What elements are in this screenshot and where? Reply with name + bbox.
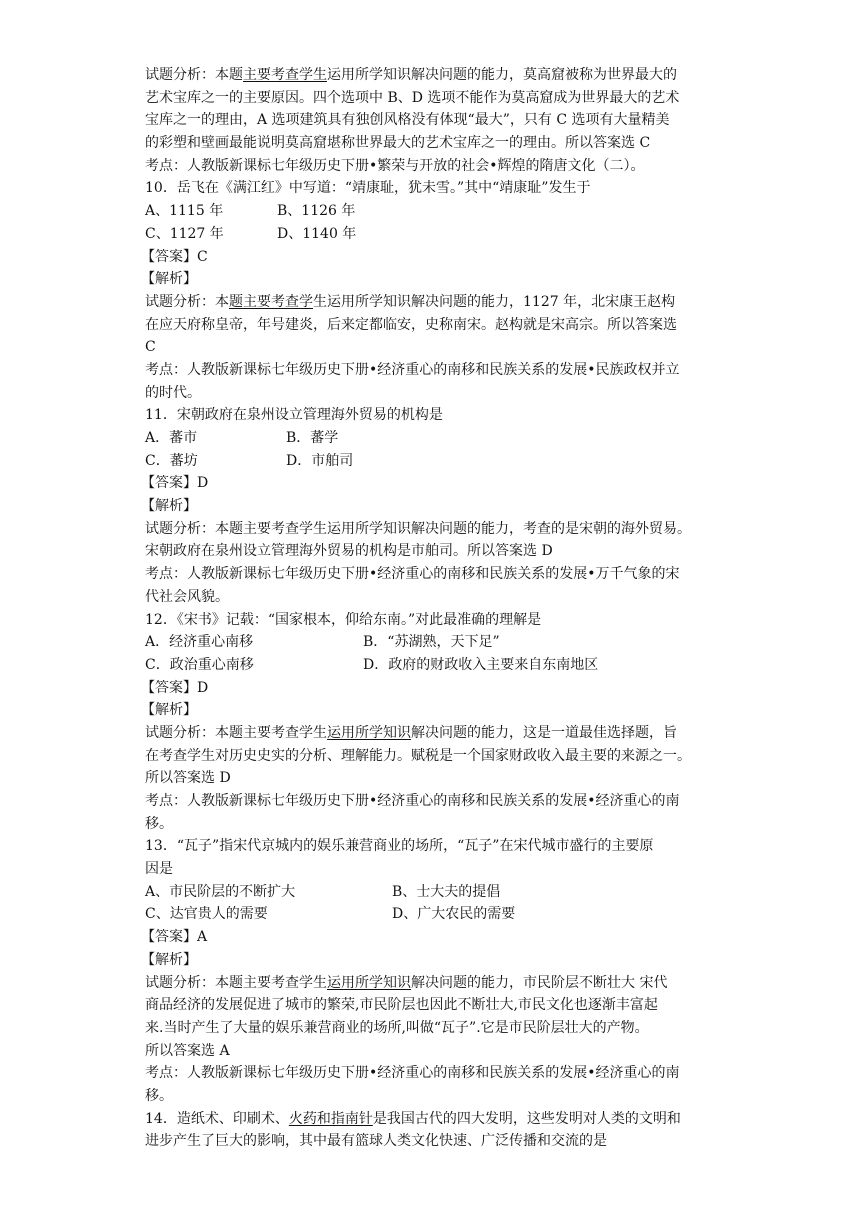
q13-analysis-line-1: 试题分析：本题主要考查学生运用所学知识解决问题的能力，市民阶层不断壮大 宋代 — [145, 974, 668, 991]
q13-option-d: D、广大农民的需要 — [392, 906, 516, 923]
q12-option-a: A．经济重心南移 — [145, 634, 254, 651]
q12-option-c: C．政治重心南移 — [145, 656, 254, 673]
q10-analysis-line-1: 试题分析：本题主要考查学生运用所学知识解决问题的能力，1127 年，北宋康王赵构 — [145, 293, 676, 310]
q13-option-a: A、市民阶层的不断扩大 — [145, 883, 296, 900]
q12-option-b: B．“苏湖熟，天下足” — [363, 634, 500, 651]
q12-analysis-line-1: 试题分析：本题主要考查学生运用所学知识解决问题的能力，这是一道最佳选择题，旨 — [145, 724, 677, 741]
q13-jiexi-heading: 【解析】 — [141, 951, 197, 968]
q10-options-row-1 — [145, 200, 744, 223]
q13-point-line-2: 移。 — [145, 1087, 173, 1104]
q10-option-b: B、1126 年 — [277, 203, 356, 220]
q13-option-b: B、士大夫的提倡 — [392, 883, 501, 900]
q13-option-c: C、达官贵人的需要 — [145, 906, 268, 923]
q10-option-a: A、1115 年 — [145, 203, 224, 220]
q10-point-line-1: 考点：人教版新课标七年级历史下册•经济重心的南移和民族关系的发展•民族政权并立 — [145, 361, 680, 378]
q12-point-line-2: 移。 — [145, 815, 173, 832]
q13-analysis-line-3: 来.当时产生了大量的娱乐兼营商业的场所,叫做“瓦子”.它是市民阶层壮大的产物。 — [145, 1019, 649, 1036]
q11-stem: 11．宋朝政府在泉州设立管理海外贸易的机构是 — [145, 407, 443, 424]
q10-stem: 10．岳飞在《满江红》中写道：“靖康耻，犹未雪。”其中“靖康耻”发生于 — [145, 180, 591, 197]
q10-analysis-line-3: C — [145, 339, 156, 356]
q12-options-row-1 — [145, 631, 744, 654]
q11-option-b: B．蕃学 — [286, 430, 339, 446]
q13-stem-line-2: 因是 — [145, 861, 173, 878]
q12-answer: 【答案】D — [141, 679, 209, 696]
q11-point-line-2: 代社会风貌。 — [145, 588, 229, 605]
q10-option-c: C、1127 年 — [145, 225, 224, 242]
q9-analysis-line-2: 艺术宝库之一的主要原因。四个选项中 B、D 选项不能作为莫高窟成为世界最大的艺术 — [145, 89, 680, 106]
q14-stem-line-2: 进步产生了巨大的影响，其中最有篮球人类文化快速、广泛传播和交流的是 — [145, 1133, 607, 1150]
q13-options-row-1 — [145, 881, 744, 904]
q11-options-row-2 — [145, 450, 744, 473]
q13-answer: 【答案】A — [141, 929, 208, 946]
q11-option-d: D．市舶司 — [286, 452, 354, 469]
q10-options-row-2 — [145, 223, 744, 246]
q11-analysis-line-1: 试题分析：本题主要考查学生运用所学知识解决问题的能力，考查的是宋朝的海外贸易。 — [145, 520, 691, 537]
q13-analysis-line-2: 商品经济的发展促进了城市的繁荣,市民阶层也因此不断壮大,市民文化也逐渐丰富起 — [145, 997, 658, 1014]
q11-point-line-1: 考点：人教版新课标七年级历史下册•经济重心的南移和民族关系的发展•万千气象的宋 — [145, 566, 680, 583]
q12-jiexi-heading: 【解析】 — [141, 702, 197, 719]
q12-point-line-1: 考点：人教版新课标七年级历史下册•经济重心的南移和民族关系的发展•经济重心的南 — [145, 793, 680, 809]
q10-option-d: D、1140 年 — [277, 225, 357, 242]
q10-analysis-line-2: 在应天府称皇帝，年号建炎，后来定都临安，史称南宋。赵构就是宋高宗。所以答案选 — [145, 316, 677, 333]
q10-point-line-2: 的时代。 — [145, 384, 201, 401]
q14-stem-line-1: 14．造纸术、印刷术、火药和指南针是我国古代的四大发明，这些发明对人类的文明和 — [145, 1110, 681, 1127]
q9-analysis-line-3: 宝库之一的理由，A 选项建筑具有独创风格没有体现“最大”，只有 C 选项有大量精美 — [145, 112, 670, 129]
q12-analysis-line-3: 所以答案选 D — [145, 770, 231, 787]
q10-jiexi-heading: 【解析】 — [141, 271, 197, 288]
q12-analysis-line-2: 在考查学生对历史史实的分析、理解能力。赋税是一个国家财政收入最主要的来源之一。 — [145, 747, 691, 764]
q13-stem-line-1: 13．“瓦子”指宋代京城内的娱乐兼营商业的场所，“瓦子”在宋代城市盛行的主要原 — [145, 838, 654, 855]
q9-analysis-line-4: 的彩塑和壁画最能说明莫高窟堪称世界最大的艺术宝库之一的理由。所以答案选 C — [145, 135, 651, 152]
q12-option-d: D．政府的财政收入主要来自东南地区 — [363, 656, 599, 673]
q11-options-row-1 — [145, 427, 744, 450]
q11-jiexi-heading: 【解析】 — [141, 498, 197, 515]
q13-analysis-line-4: 所以答案选 A — [145, 1042, 230, 1059]
q11-analysis-line-2: 宋朝政府在泉州设立管理海外贸易的机构是市舶司。所以答案选 D — [145, 543, 553, 560]
q12-options-row-2 — [145, 654, 744, 677]
q13-point-line-1: 考点：人教版新课标七年级历史下册•经济重心的南移和民族关系的发展•经济重心的南 — [145, 1065, 680, 1082]
q11-option-c: C．蕃坊 — [145, 452, 198, 469]
q10-answer: 【答案】C — [141, 248, 208, 265]
q9-analysis-line-1: 试题分析：本题主要考查学生运用所学知识解决问题的能力，莫高窟被称为世界最大的 — [145, 67, 677, 83]
q13-options-row-2 — [145, 903, 744, 926]
q12-stem: 12．《宋书》记载：“国家根本，仰给东南。”对此最准确的理解是 — [145, 611, 542, 628]
q11-answer: 【答案】D — [141, 475, 209, 492]
q11-option-a: A．蕃市 — [145, 430, 198, 446]
q9-point: 考点：人教版新课标七年级历史下册•繁荣与开放的社会•辉煌的隋唐文化（二）。 — [145, 157, 645, 174]
